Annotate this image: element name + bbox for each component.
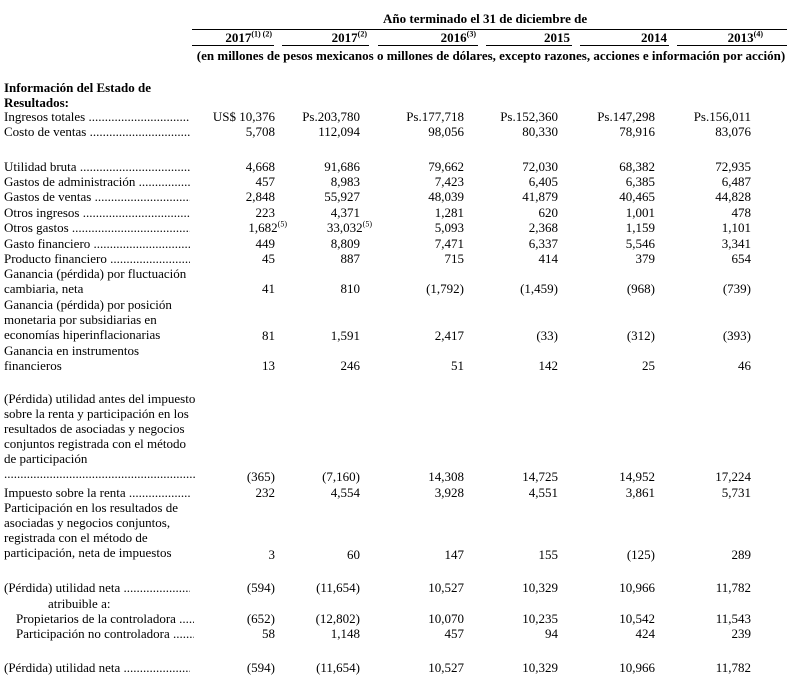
table-cell: 3,341 bbox=[721, 236, 751, 251]
table-cell: US$ 10,376 bbox=[212, 109, 275, 124]
table-cell: (968) bbox=[626, 281, 655, 296]
table-cell: 810 bbox=[340, 281, 360, 296]
table-cell: Ps.177,718 bbox=[406, 109, 464, 124]
table-cell: (125) bbox=[626, 547, 655, 562]
column-header-2013: 2013$^{(4)}$ bbox=[727, 29, 763, 45]
table-cell: (594) bbox=[246, 580, 275, 595]
table-cell: (11,654) bbox=[316, 660, 360, 675]
table-cell: 289 bbox=[731, 547, 751, 562]
table-cell: 51 bbox=[451, 358, 464, 373]
table-cell: 4,668 bbox=[245, 159, 275, 174]
table-cell: 25 bbox=[642, 358, 655, 373]
column-header-2017: 2017$^{(2)}$ bbox=[331, 29, 367, 45]
table-cell: 457 bbox=[444, 626, 464, 641]
col-rule-5 bbox=[580, 45, 669, 46]
table-cell: 8,983 bbox=[330, 174, 360, 189]
table-cell: 41 bbox=[262, 281, 275, 296]
table-cell: 68,382 bbox=[619, 159, 655, 174]
row-label: Impuesto sobre la renta ..... bbox=[4, 485, 190, 500]
table-cell: (7,160) bbox=[322, 469, 360, 484]
table-cell: 887 bbox=[340, 251, 360, 266]
table-cell: 5,731 bbox=[721, 485, 751, 500]
table-cell: 424 bbox=[635, 626, 655, 641]
row-label: Ingresos totales ..... bbox=[4, 109, 190, 124]
table-cell: 40,465 bbox=[619, 189, 655, 204]
row-label: Gastos de ventas ..... bbox=[4, 189, 190, 204]
col-rule-6 bbox=[677, 45, 787, 46]
row-label: Otros ingresos ..... bbox=[4, 205, 190, 220]
table-title: Año terminado el 31 de diciembre de bbox=[383, 11, 588, 26]
row-label: Ganancia en instrumentos financieros bbox=[4, 343, 140, 373]
table-cell: 10,527 bbox=[428, 660, 464, 675]
table-cell: 155 bbox=[538, 547, 558, 562]
table-cell: 41,879 bbox=[522, 189, 558, 204]
table-cell: 45 bbox=[262, 251, 275, 266]
row-label: Gastos de administración ..... bbox=[4, 174, 190, 189]
table-cell: 44,828 bbox=[715, 189, 751, 204]
table-cell: 4,371 bbox=[330, 205, 360, 220]
table-cell: 11,782 bbox=[715, 580, 751, 595]
section-title: Información del Estado de Resultados: bbox=[4, 80, 151, 110]
table-cell: 10,966 bbox=[619, 580, 655, 595]
table-cell: 1,682$^{(5)}$ bbox=[248, 219, 287, 235]
table-cell: 5,093 bbox=[434, 220, 464, 235]
table-cell: 79,662 bbox=[428, 159, 464, 174]
table-cell: (1,459) bbox=[520, 281, 558, 296]
col-rule-2 bbox=[282, 45, 369, 46]
table-cell: 55,927 bbox=[324, 189, 360, 204]
table-cell: 72,935 bbox=[715, 159, 751, 174]
table-cell: 715 bbox=[444, 251, 464, 266]
table-cell: 10,966 bbox=[619, 660, 655, 675]
table-cell: 7,471 bbox=[434, 236, 464, 251]
table-cell: 6,487 bbox=[721, 174, 751, 189]
table-cell: (594) bbox=[246, 660, 275, 675]
col-rule-4 bbox=[486, 45, 572, 46]
table-cell: 654 bbox=[731, 251, 751, 266]
table-cell: 7,423 bbox=[434, 174, 464, 189]
table-cell: 94 bbox=[545, 626, 558, 641]
table-cell: 3 bbox=[268, 547, 275, 562]
table-cell: 246 bbox=[340, 358, 360, 373]
table-cell: 620 bbox=[538, 205, 558, 220]
table-cell: 6,337 bbox=[528, 236, 558, 251]
table-cell: 414 bbox=[538, 251, 558, 266]
table-cell: 98,056 bbox=[428, 124, 464, 139]
table-cell: 478 bbox=[731, 205, 751, 220]
table-cell: 457 bbox=[255, 174, 275, 189]
table-cell: (12,802) bbox=[315, 611, 360, 626]
table-cell: (1,792) bbox=[426, 281, 464, 296]
table-cell: 11,543 bbox=[715, 611, 751, 626]
row-label: Propietarios de la controladora ..... bbox=[4, 611, 194, 626]
table-cell: 2,848 bbox=[245, 189, 275, 204]
table-cell: (365) bbox=[246, 469, 275, 484]
table-cell: 46 bbox=[738, 358, 751, 373]
column-header-2016: 2016$^{(3)}$ bbox=[440, 29, 476, 45]
table-cell: 4,554 bbox=[330, 485, 360, 500]
row-label: (Pérdida) utilidad neta ..... bbox=[4, 580, 190, 595]
table-cell: 13 bbox=[262, 358, 275, 373]
col-rule-1 bbox=[192, 45, 274, 46]
table-cell: 5,546 bbox=[625, 236, 655, 251]
table-cell: 2,368 bbox=[528, 220, 558, 235]
table-cell: 4,551 bbox=[528, 485, 558, 500]
table-cell: 6,405 bbox=[528, 174, 558, 189]
table-cell: 2,417 bbox=[434, 328, 464, 343]
table-cell: 17,224 bbox=[715, 469, 751, 484]
table-cell: 91,686 bbox=[324, 159, 360, 174]
table-cell: 14,308 bbox=[428, 469, 464, 484]
table-cell: 10,235 bbox=[522, 611, 558, 626]
table-cell: 10,542 bbox=[619, 611, 655, 626]
table-cell: 1,101 bbox=[721, 220, 751, 235]
table-cell: Ps.152,360 bbox=[500, 109, 558, 124]
table-cell: 1,001 bbox=[625, 205, 655, 220]
table-cell: 112,094 bbox=[318, 124, 360, 139]
table-cell: 60 bbox=[347, 547, 360, 562]
table-cell: 3,861 bbox=[625, 485, 655, 500]
table-cell: 81 bbox=[262, 328, 275, 343]
table-cell: (393) bbox=[722, 328, 751, 343]
table-cell: 14,952 bbox=[619, 469, 655, 484]
table-cell: 6,385 bbox=[625, 174, 655, 189]
row-label: Utilidad bruta ..... bbox=[4, 159, 190, 174]
table-cell: 80,330 bbox=[522, 124, 558, 139]
row-label: Otros gastos ..... bbox=[4, 220, 190, 235]
table-cell: 1,148 bbox=[330, 626, 360, 641]
table-cell: 83,076 bbox=[715, 124, 751, 139]
table-cell: 223 bbox=[255, 205, 275, 220]
row-label: Costo de ventas ..... bbox=[4, 124, 190, 139]
table-cell: 232 bbox=[255, 485, 275, 500]
table-cell: 147 bbox=[444, 547, 464, 562]
table-cell: 48,039 bbox=[428, 189, 464, 204]
units-note: (en millones de pesos mexicanos o millones de dólares, excepto razones, acciones e información por acción) bbox=[196, 48, 786, 63]
table-cell: 1,591 bbox=[330, 328, 360, 343]
table-cell: 142 bbox=[538, 358, 558, 373]
row-label: Ganancia (pérdida) por posición monetaria por subsidiarias en economías hiperinflacionarias ..... bbox=[4, 297, 200, 343]
row-label: Participación en los resultados de asociadas y negocios conjuntos, registrada con el método de participación, neta de impuestos ..... bbox=[4, 500, 200, 562]
row-label: (Pérdida) utilidad antes del impuesto sobre la renta y participación en los resultados de asociadas y negocios conjuntos registrada con el método de participación ..... bbox=[4, 391, 196, 483]
table-cell: 10,527 bbox=[428, 580, 464, 595]
table-cell: 10,329 bbox=[522, 580, 558, 595]
table-cell: 11,782 bbox=[715, 660, 751, 675]
row-label: Ganancia (pérdida) por fluctuación cambiaria, neta bbox=[4, 266, 187, 296]
table-cell: 78,916 bbox=[619, 124, 655, 139]
table-cell: (739) bbox=[722, 281, 751, 296]
table-cell: (312) bbox=[626, 328, 655, 343]
table-cell: 3,928 bbox=[434, 485, 464, 500]
table-cell: 239 bbox=[731, 626, 751, 641]
table-cell: 1,281 bbox=[434, 205, 464, 220]
table-cell: (11,654) bbox=[316, 580, 360, 595]
table-cell: 5,708 bbox=[245, 124, 275, 139]
table-cell: Ps.203,780 bbox=[302, 109, 360, 124]
row-label: Producto financiero ..... bbox=[4, 251, 190, 266]
table-cell: Ps.156,011 bbox=[693, 109, 751, 124]
table-cell: (33) bbox=[536, 328, 558, 343]
table-cell: Ps.147,298 bbox=[597, 109, 655, 124]
row-label: Participación no controladora ..... bbox=[4, 626, 194, 641]
row-label: atribuible a: bbox=[48, 596, 111, 611]
row-label: Gasto financiero ..... bbox=[4, 236, 190, 251]
row-label: (Pérdida) utilidad neta ..... bbox=[4, 660, 190, 675]
table-cell: 72,030 bbox=[522, 159, 558, 174]
table-cell: 58 bbox=[262, 626, 275, 641]
table-cell: 8,809 bbox=[330, 236, 360, 251]
table-cell: (652) bbox=[246, 611, 275, 626]
table-cell: 379 bbox=[635, 251, 655, 266]
table-cell: 10,329 bbox=[522, 660, 558, 675]
col-rule-3 bbox=[378, 45, 478, 46]
table-cell: 449 bbox=[255, 236, 275, 251]
column-header-2014: 2014 bbox=[641, 30, 667, 45]
table-cell: 10,070 bbox=[428, 611, 464, 626]
column-header-2015: 2015 bbox=[544, 30, 570, 45]
table-cell: 14,725 bbox=[522, 469, 558, 484]
column-header-2017-usd: $2017^{(1) (2)}$ bbox=[225, 29, 272, 45]
table-cell: 33,032$^{(5)}$ bbox=[326, 219, 372, 235]
table-cell: 1,159 bbox=[625, 220, 655, 235]
